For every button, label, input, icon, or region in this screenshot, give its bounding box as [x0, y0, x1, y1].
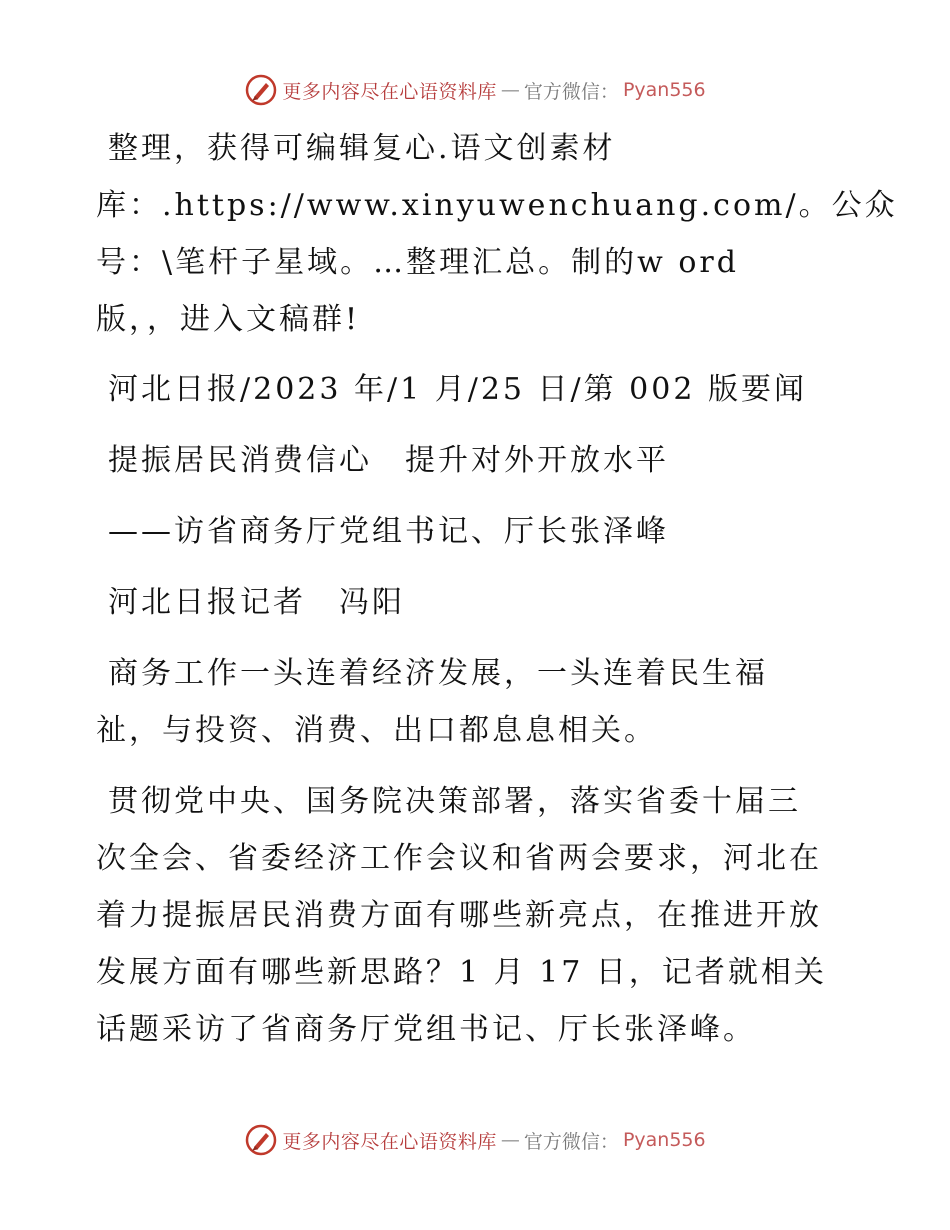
article-subtitle: ——访省商务厅党组书记、厅长张泽峰: [108, 514, 669, 549]
intro-line-1: 整理，获得可编辑复心.语文创素材: [108, 131, 616, 166]
banner-inner: [244, 1123, 705, 1157]
banner-separator: —: [500, 1129, 520, 1151]
paragraph-1-line-1: 商务工作一头连着经济发展，一头连着民生福: [108, 656, 768, 691]
banner-text: 更多内容尽在心语资料库: [282, 1130, 497, 1153]
pen-logo-icon: [244, 73, 278, 107]
paragraph-2-line-3: 着力提振居民消费方面有哪些新亮点，在推进开放: [96, 898, 822, 933]
intro-line-2: 库：.https://www.xinyuwenchuang.com/。公众: [96, 188, 898, 223]
pen-logo-icon: [244, 1123, 278, 1157]
document-body: [96, 120, 898, 1058]
banner-account: Pyan556: [622, 79, 706, 101]
paragraph-2-line-5: 话题采访了省商务厅党组书记、厅长张泽峰。: [96, 1012, 756, 1047]
paragraph-2-line-4: 发展方面有哪些新思路？1 月 17 日，记者就相关: [96, 955, 827, 990]
paragraph-2-line-2: 次全会、省委经济工作会议和省两会要求，河北在: [96, 841, 822, 876]
banner-label: 官方微信：: [523, 1130, 619, 1153]
article-title: 提振居民消费信心 提升对外开放水平: [108, 443, 669, 478]
banner-separator: —: [500, 79, 520, 101]
top-banner: [0, 70, 950, 110]
intro-line-4: 版，，进入文稿群!: [96, 302, 361, 337]
banner-account: Pyan556: [622, 1129, 706, 1151]
byline: 河北日报记者 冯阳: [108, 585, 405, 620]
paragraph-2-line-1: 贯彻党中央、国务院决策部署，落实省委十届三: [108, 784, 801, 819]
banner-text: 更多内容尽在心语资料库: [282, 80, 497, 103]
bottom-banner: [0, 1120, 950, 1160]
paragraph-1-line-2: 祉，与投资、消费、出口都息息相关。: [96, 713, 657, 748]
banner-inner: [244, 73, 705, 107]
banner-label: 官方微信：: [523, 80, 619, 103]
source-line: 河北日报/2023 年/1 月/25 日/第 002 版要闻: [108, 372, 807, 407]
intro-line-3: 号：\笔杆子星域。…整理汇总。制的w ord: [96, 245, 739, 280]
